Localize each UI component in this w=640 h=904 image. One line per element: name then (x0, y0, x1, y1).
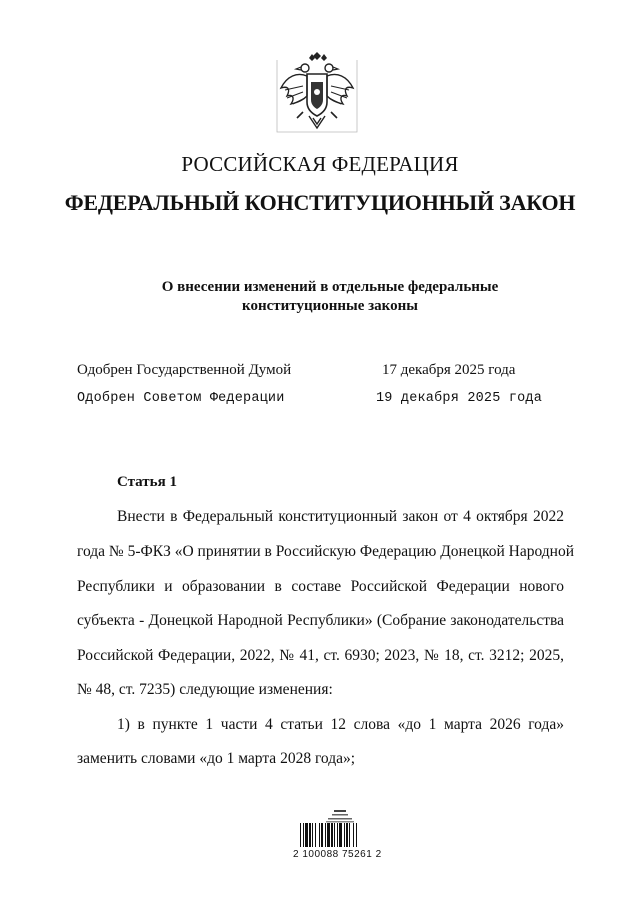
state-emblem-icon (273, 52, 361, 144)
amendment-item-line: 1) в пункте 1 части 4 статьи 12 слова «до 1 марта 2026 года» (117, 716, 564, 733)
approval-duma-date: 17 декабря 2025 года (382, 362, 516, 378)
barcode-header-marks (300, 808, 380, 824)
approval-council-label: Одобрен Советом Федерации (77, 391, 285, 406)
article-text-line: субъекта - Донецкой Народной Республики» (Собрание законодательства (77, 612, 564, 629)
article-text-line: № 48, ст. 7235) следующие изменения: (77, 681, 333, 698)
amendment-item-line: заменить словами «до 1 марта 2028 года»; (77, 750, 356, 767)
barcode-icon (299, 823, 381, 847)
approval-council-date: 19 декабря 2025 года (376, 391, 543, 406)
article-text-line: Республики и образовании в составе Российской Федерации нового (77, 578, 564, 595)
article-text-line: Российской Федерации, 2022, № 41, ст. 6930; 2023, № 18, ст. 3212; 2025, (77, 647, 564, 664)
barcode-number: 2 100088 75261 2 (293, 849, 382, 860)
law-type-heading: ФЕДЕРАЛЬНЫЙ КОНСТИТУЦИОННЫЙ ЗАКОН (64, 190, 576, 215)
law-title-line-2: конституционные законы (242, 298, 418, 314)
law-title-line-1: О внесении изменений в отдельные федеральные (161, 279, 499, 295)
country-name: РОССИЙСКАЯ ФЕДЕРАЦИЯ (181, 152, 459, 176)
article-text-line: Внести в Федеральный конституционный закон от 4 октября 2022 (117, 508, 564, 525)
article-text-line: года № 5-ФКЗ «О принятии в Российскую Федерацию Донецкой Народной (77, 543, 575, 560)
approval-duma-label: Одобрен Государственной Думой (77, 362, 292, 378)
article-heading: Статья 1 (117, 474, 177, 490)
